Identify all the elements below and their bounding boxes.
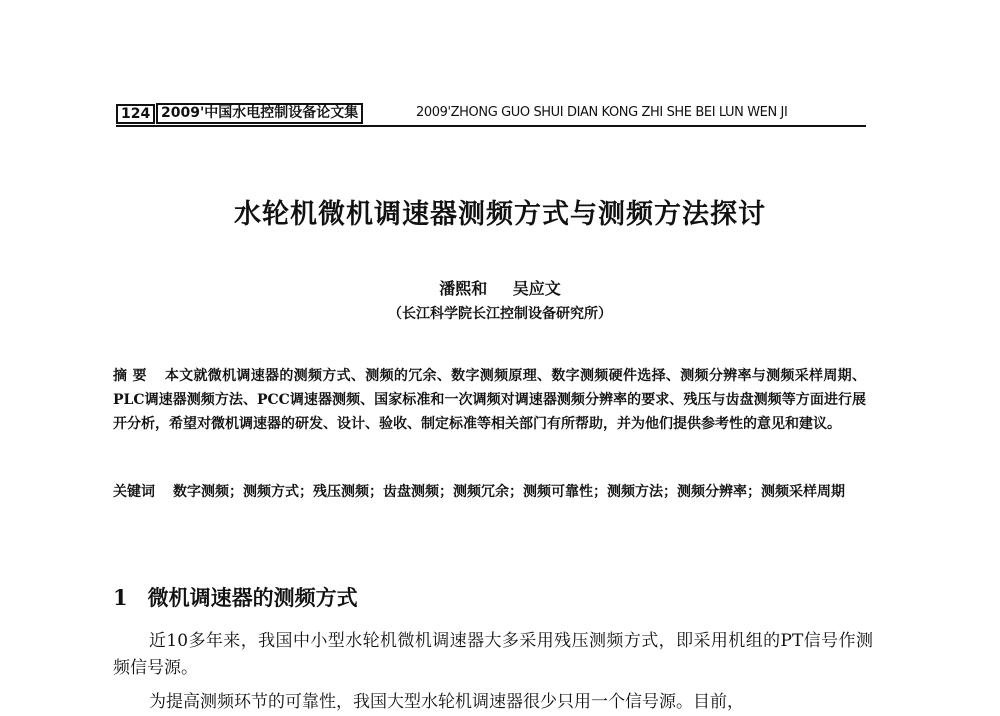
affiliation: （长江科学院长江控制设备研究所） (388, 306, 612, 322)
running-header (116, 103, 866, 127)
abstract (113, 364, 866, 436)
keywords-label: 关键词 (113, 484, 155, 500)
abstract-text: 本文就微机调速器的测频方式、测频的冗余、数字测频原理、数字测频硬件选择、测频分辨率与测频采样周期、PLC调速器测频方法、PCC调速器测频、国家标准和一次调频对调速器测频分辨率的要求、残压与齿盘测频等方面进行展开分析，希望对微机调速器的研发、设计、验收、制定标准等相关部门有所帮助，并为他们提供参考性的意见和建议。 (113, 368, 867, 432)
page-number: 124 (116, 104, 155, 124)
journal-name-en: 2009'ZHONG GUO SHUI DIAN KONG ZHI SHE BEI LUN WEN JI (416, 105, 788, 120)
section-heading (113, 582, 358, 612)
section-number: 1 (113, 585, 128, 610)
abstract-label: 摘 要 (113, 368, 147, 384)
article-title: 水轮机微机调速器测频方式与测频方法探讨 (234, 199, 766, 230)
body-paragraph: 为提高测频环节的可靠性，我国大型水轮机调速器很少只用一个信号源。目前， (149, 692, 744, 712)
authors: 潘熙和 吴应文 (439, 279, 561, 298)
body-paragraph: 近10多年来，我国中小型水轮机微机调速器大多采用残压测频方式，即采用机组的PT信号作测频信号源。 (113, 631, 873, 678)
section-title: 微机调速器的测频方式 (147, 585, 358, 610)
keywords-text: 数字测频；测频方式；残压测频；齿盘测频；测频冗余；测频可靠性；测频方法；测频分辨率；测频采样周期 (173, 484, 845, 500)
journal-name-cn: 2009'中国水电控制设备论文集 (156, 103, 363, 124)
keywords (113, 480, 866, 504)
